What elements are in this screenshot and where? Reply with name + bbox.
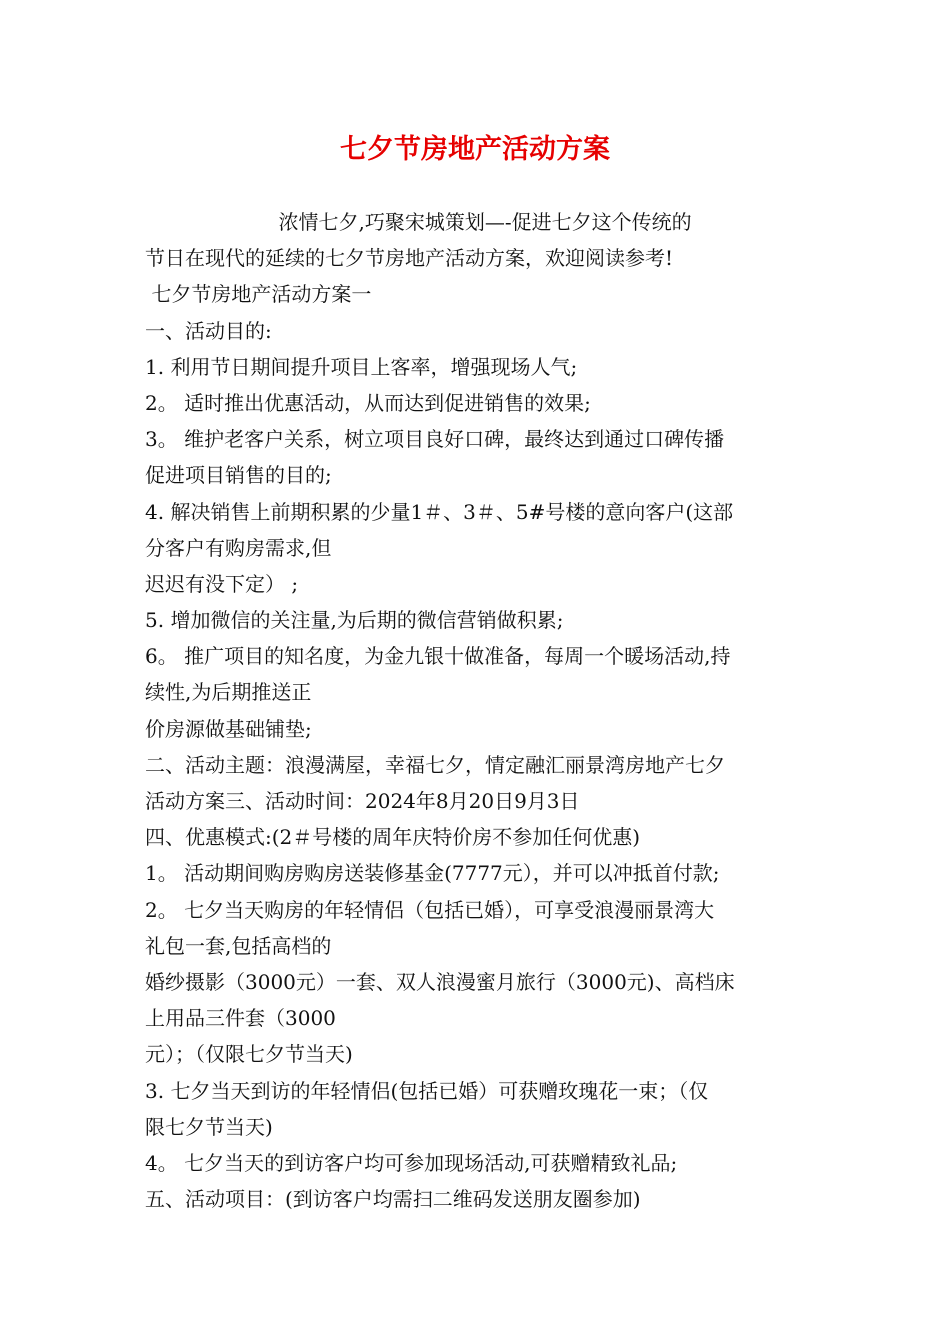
text-line: 节日在现代的延续的七夕节房地产活动方案，欢迎阅读参考! bbox=[145, 246, 674, 271]
text-line: 3。 维护老客户关系，树立项目良好口碑，最终达到通过口碑传播 bbox=[145, 427, 725, 452]
text-line: 五、活动项目：(到访客户均需扫二维码发送朋友圈参加) bbox=[145, 1187, 641, 1212]
text-line: 1. 利用节日期间提升项目上客率，增强现场人气; bbox=[145, 354, 578, 379]
text-line: 迟迟有没下定） ; bbox=[145, 571, 299, 596]
text-line: 活动方案三、活动时间：2024年8月20日9月3日 bbox=[145, 789, 580, 813]
text-line: 七夕节房地产活动方案一 bbox=[145, 282, 372, 307]
text-line: 浓情七夕,巧聚宋城策划—-促进七夕这个传统的 bbox=[145, 210, 692, 234]
text-line: 2。 适时推出优惠活动，从而达到促进销售的效果; bbox=[145, 390, 591, 415]
text-line: 限七夕节当天) bbox=[145, 1114, 273, 1139]
text-line: 元）；（仅限七夕节当天) bbox=[145, 1042, 353, 1067]
text-line: 3. 七夕当天到访的年轻情侣(包括已婚）可获赠玫瑰花一束；（仅 bbox=[145, 1078, 709, 1103]
text-line: 上用品三件套（3000 bbox=[145, 1006, 336, 1031]
text-line: 分客户有购房需求,但 bbox=[145, 535, 332, 560]
text-line: 2。 七夕当天购房的年轻情侣（包括已婚），可享受浪漫丽景湾大 bbox=[145, 897, 715, 922]
text-line: 5. 增加微信的关注量,为后期的微信营销做积累; bbox=[145, 608, 564, 633]
text-line: 婚纱摄影（3000元）一套、双人浪漫蜜月旅行（3000元)、高档床 bbox=[145, 969, 735, 994]
text-line: 四、优惠模式:(2＃号楼的周年庆特价房不参加任何优惠) bbox=[145, 825, 641, 850]
text-line: 续性,为后期推送正 bbox=[145, 680, 312, 705]
document-body bbox=[145, 204, 810, 1217]
text-line: 促进项目销售的目的; bbox=[145, 463, 332, 488]
document-title: 七夕节房地产活动方案 bbox=[340, 134, 610, 165]
text-line: 价房源做基础铺垫; bbox=[145, 716, 312, 741]
text-line: 一、活动目的: bbox=[145, 318, 272, 343]
text-line: 礼包一套,包括高档的 bbox=[145, 933, 332, 958]
text-line: 4. 解决销售上前期积累的少量1＃、3＃、5#号楼的意向客户(这部 bbox=[145, 499, 734, 524]
text-line: 4。 七夕当天的到访客户均可参加现场活动,可获赠精致礼品; bbox=[145, 1150, 678, 1175]
text-line: 二、活动主题：浪漫满屋，幸福七夕，情定融汇丽景湾房地产七夕 bbox=[145, 752, 725, 777]
text-line: 1。 活动期间购房购房送装修基金(7777元），并可以冲抵首付款; bbox=[145, 861, 720, 886]
text-line: 6。 推广项目的知名度，为金九银十做准备，每周一个暖场活动,持 bbox=[145, 644, 731, 669]
